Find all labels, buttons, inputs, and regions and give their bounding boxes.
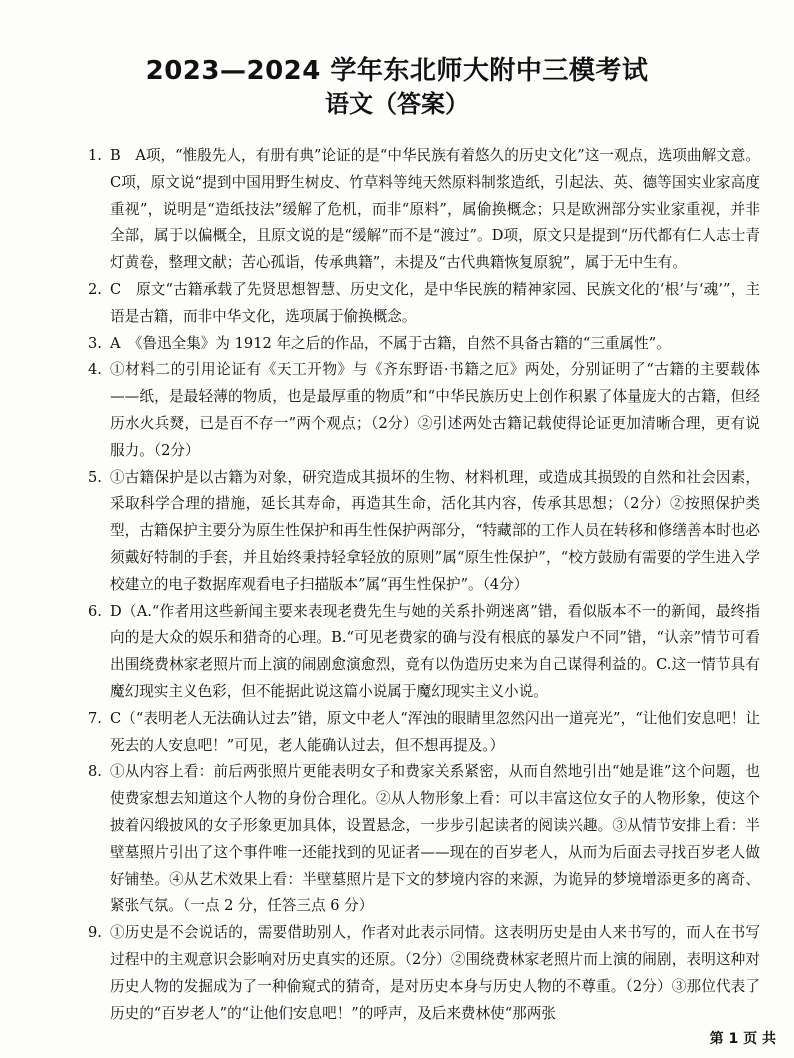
answer-text: ①历史是不会说话的，需要借助别人，作者对此表示同情。这表明历史是由人来书写的，而人在书写过程中的主观意识会影响对历史真实的还原。（2分）②围绕费林家老照片而上演的闹剧，表明这种对历史人物的发掘成为了一种偷窥式的猜奇，是对历史本身与历史人物的不尊重。（2分）③那位代表了历史的“百岁老人”的“让他们安息吧！”的呼声，及后来费林使“那两张	[110, 924, 760, 1022]
answer-item-7	[88, 706, 760, 760]
answer-text: ①材料二的引用论证有《天工开物》与《齐东野语·书籍之厄》两处，分别证明了“古籍的主要载体——纸，是最轻薄的物质，也是最厚重的物质”和“中华民族历史上创作积累了体量庞大的古籍，但经历水火兵燹，已是百不存一”两个观点；（2分）②引述两处古籍记载使得论证更加清晰合理，更有说服力。（2分）	[110, 361, 760, 459]
answer-number: 9.	[88, 924, 102, 942]
answer-item-5	[88, 465, 760, 599]
answer-item-8	[88, 759, 760, 920]
answer-number: 6.	[88, 602, 102, 620]
answer-item-4	[88, 357, 760, 464]
answer-number: 3.	[88, 334, 102, 352]
answer-text: ①古籍保护是以古籍为对象，研究造成其损坏的生物、材料机理，或造成其损毁的自然和社会因素，采取科学合理的措施，延长其寿命，再造其生命，活化其内容，传承其思想；（2分）②按照保护类型，古籍保护主要分为原生性保护和再生性保护两部分，“特藏部的工作人员在转移和修缮善本时也必须戴好特制的手套，并且始终秉持轻拿轻放的原则”属“原生性保护”，“校方鼓励有需要的学生进入学校建立的电子数据库观看电子扫描版本”属“再生性保护”。（4分）	[110, 468, 760, 593]
answer-number: 7.	[88, 709, 102, 727]
page-number: 第 1 页 共	[709, 1031, 776, 1047]
answer-item-3	[88, 331, 760, 358]
answer-number: 8.	[88, 763, 102, 781]
answer-number: 1.	[88, 147, 102, 164]
answer-text: A 《鲁迅全集》为 1912 年之后的作品，不属于古籍，自然不具备古籍的“三重属性”。	[110, 334, 671, 352]
answer-text: D（A.“作者用这些新闻主要来表现老费先生与她的关系扑朔迷离”错，看似版本不一的新闻，最终指向的是大众的娱乐和猎奇的心理。B.“可见老费家的确与没有根底的暴发户不同”错，“认亲”情节可看出围绕费林家老照片而上演的闹剧愈演愈烈，竟有以伪造历史来为自己谋得利益的。C.这一情节具有魔幻现实主义色彩，但不能据此说这篇小说属于魔幻现实主义小说。	[110, 602, 760, 700]
answer-text: C（“表明老人无法确认过去”错，原文中老人“浑浊的眼睛里忽然闪出一道亮光”，“让他们安息吧！让死去的人安息吧！”可见，老人能确认过去，但不想再提及。）	[110, 709, 760, 754]
answer-text: B A项，“惟殷先人，有册有典”论证的是“中华民族有着悠久的历史文化”这一观点，选项曲解文意。C项，原文说“提到中国用野生树皮、竹草料等纯天然原料制浆造纸，引起法、英、德等国实业家高度重视”，说明是“造纸技法”缓解了危机，而非“原料”，属偷换概念；只是欧洲部分实业家重视，并非全部，属于以偏概全，且原文说的是“缓解”而不是“渡过”。D项，原文只是提到“历代都有仁人志士青灯黄卷，整理文献；苦心孤诣，传承典籍”，未提及“古代典籍恢复原貌”，属于无中生有。	[110, 147, 760, 272]
answer-list	[88, 143, 760, 1027]
answer-item-1	[88, 143, 760, 277]
answer-number: 5.	[88, 468, 102, 486]
answer-item-2	[88, 277, 760, 331]
page-subtitle: 语文（答案）	[325, 90, 469, 118]
page-title: 2023—2024 学年东北师大附中三模考试	[145, 56, 649, 86]
answer-text: C 原文“古籍承载了先贤思想智慧、历史文化，是中华民族的精神家园、民族文化的‘根’与‘魂’”，主语是古籍，而非中华文化，选项属于偷换概念。	[110, 280, 760, 325]
answer-text: ①从内容上看：前后两张照片更能表明女子和费家关系紧密，从而自然地引出“她是谁”这个问题，也使费家想去知道这个人物的身份合理化。②从人物形象上看：可以丰富这位女子的人物形象，使这个披着闪缎披风的女子形象更加具体，设置悬念，一步步引起读者的阅读兴趣。③从情节安排上看：半壁墓照片引出了这个事件唯一还能找到的见证者——现在的百岁老人，从而为后面去寻找百岁老人做好铺垫。④从艺术效果上看：半壁墓照片是下文的梦境内容的来源，为诡异的梦境增添更多的离奇、紧张气氛。（一点 2 分，任答三点 6 分）	[110, 763, 760, 915]
answer-number: 4.	[88, 361, 102, 379]
answer-item-9	[88, 920, 760, 1027]
answer-item-6	[88, 599, 760, 706]
answer-number: 2.	[88, 280, 102, 298]
